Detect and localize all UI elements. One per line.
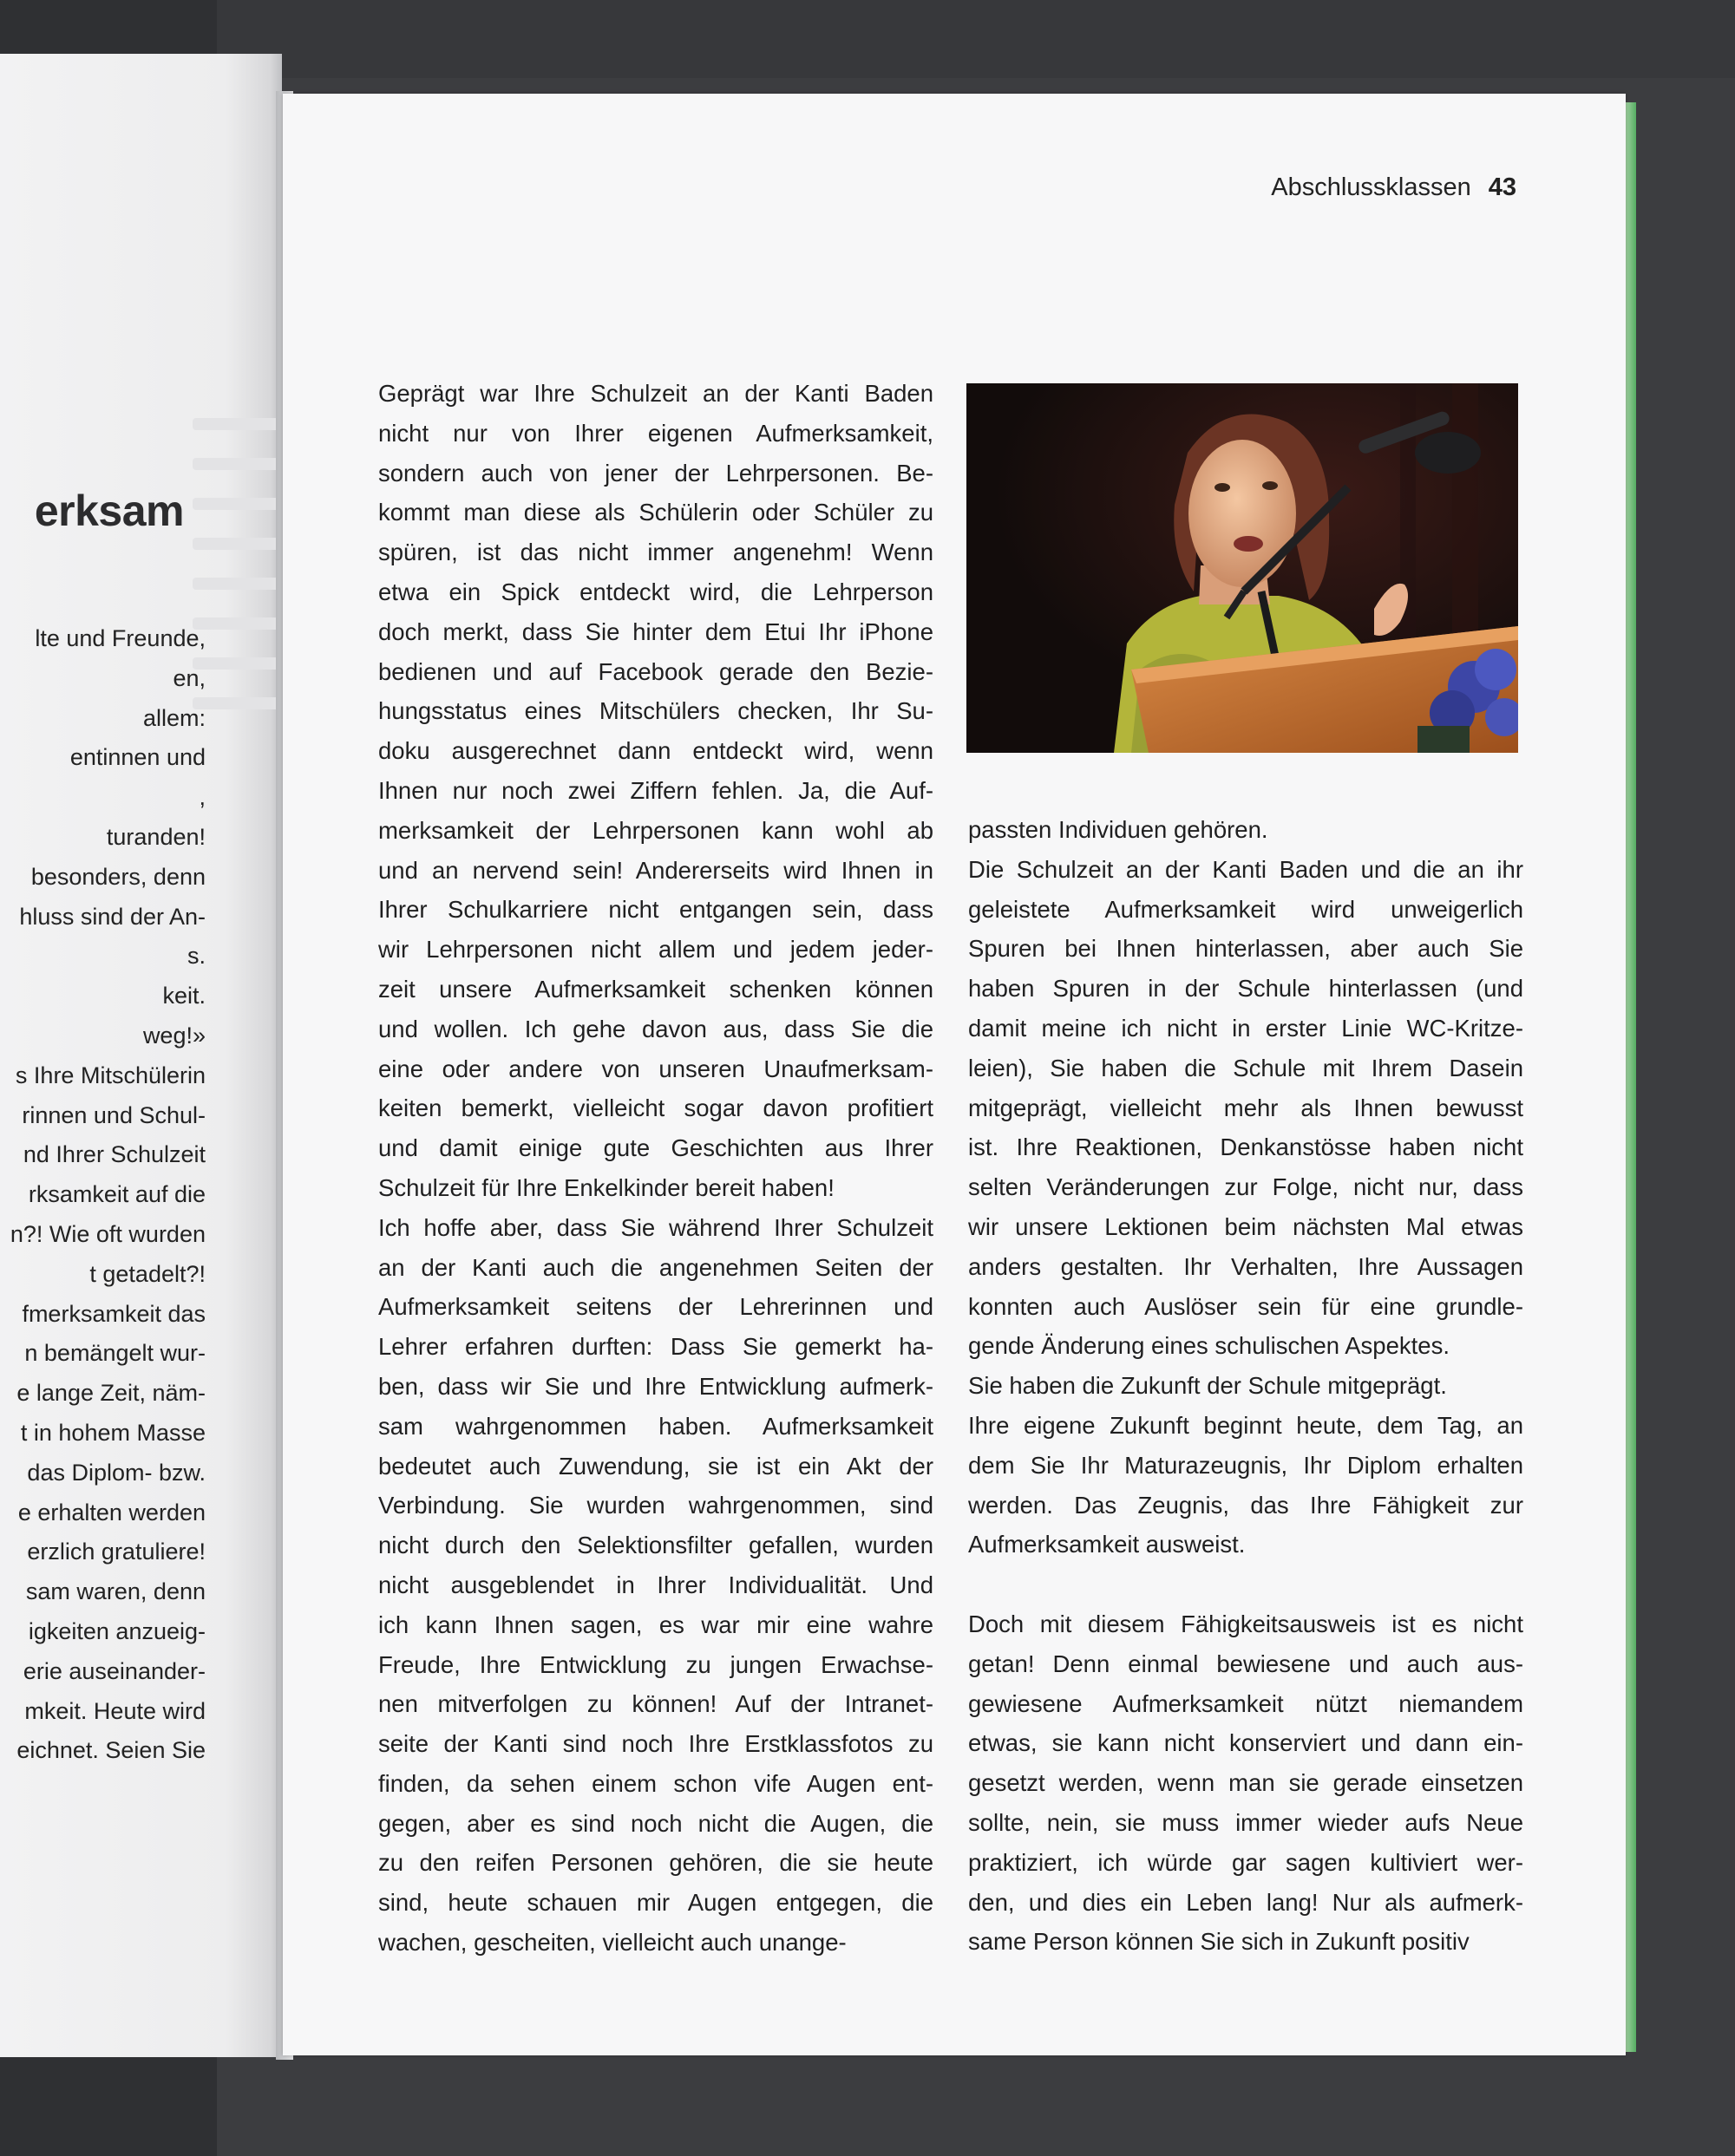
running-header bbox=[1271, 173, 1516, 202]
text-line: sollte, nein, sie muss immer wieder aufs Neue bbox=[968, 1808, 1523, 1836]
text-line: wir unsere Lektionen beim nächsten Mal etwas bbox=[968, 1212, 1523, 1240]
text-line: das Diplom- bzw. bbox=[27, 1459, 206, 1486]
text-line: nicht nur von Ihrer eigenen Aufmerksamkeit, bbox=[378, 419, 933, 447]
text-line: doku ausgerechnet dann entdeckt wird, wenn bbox=[378, 737, 933, 765]
show-through-text bbox=[193, 418, 279, 737]
text-line: getan! Denn einmal bewiesene und auch aus- bbox=[968, 1650, 1523, 1677]
text-line: leien), Sie haben die Schule mit Ihrem Dasein bbox=[968, 1054, 1523, 1081]
text-line: rksamkeit auf die bbox=[28, 1181, 206, 1208]
text-column-right bbox=[968, 810, 1523, 1962]
text-line: gewiesene Aufmerksamkeit nützt niemandem bbox=[968, 1689, 1523, 1717]
text-line: Ihnen nur noch zwei Ziffern fehlen. Ja, die Auf- bbox=[378, 776, 933, 804]
text-line: gende Änderung eines schulischen Aspektes. bbox=[968, 1332, 1450, 1360]
text-line: entinnen und bbox=[69, 744, 206, 771]
text-line: nicht ausgeblendet in Ihrer Individualität. Und bbox=[378, 1571, 933, 1598]
text-line: werden. Das Zeugnis, das Ihre Fähigkeit zur bbox=[968, 1491, 1523, 1519]
photo-speaker-at-lectern-icon bbox=[966, 383, 1518, 753]
text-line: t getadelt?! bbox=[89, 1260, 206, 1287]
text-line: finden, da sehen einem schon vife Augen ent- bbox=[378, 1769, 933, 1797]
text-line: passten Individuen gehören. bbox=[968, 816, 1268, 843]
text-line: same Person können Sie sich in Zukunft positiv bbox=[968, 1928, 1470, 1956]
text-line: kommt man diese als Schülerin oder Schüler zu bbox=[378, 499, 933, 526]
text-line: , bbox=[199, 784, 206, 811]
book-edge-green bbox=[1626, 102, 1636, 2052]
text-line: merksamkeit der Lehrpersonen kann wohl ab bbox=[378, 816, 933, 844]
text-line: Geprägt war Ihre Schulzeit an der Kanti Baden bbox=[378, 380, 933, 407]
text-line: und wollen. Ich gehe davon aus, dass Sie die bbox=[378, 1015, 933, 1042]
text-line: n bemängelt wur- bbox=[24, 1340, 206, 1367]
text-line: sind, heute schauen mir Augen entgegen, die bbox=[378, 1889, 933, 1917]
text-line: damit meine ich nicht in erster Linie WC-Kritze- bbox=[968, 1014, 1523, 1042]
text-line: Aufmerksamkeit ausweist. bbox=[968, 1531, 1246, 1558]
text-line: erzlich gratuliere! bbox=[27, 1539, 206, 1565]
text-line: n?! Wie oft wurden bbox=[10, 1220, 206, 1247]
text-line: seite der Kanti sind noch Ihre Erstklassfotos zu bbox=[378, 1730, 933, 1758]
text-line: doch merkt, dass Sie hinter dem Etui Ihr iPhone bbox=[378, 617, 933, 645]
right-page bbox=[283, 94, 1626, 2055]
text-line: dem Sie Ihr Maturazeugnis, Ihr Diplom erhalten bbox=[968, 1451, 1523, 1479]
text-line: eine oder andere von unseren Unaufmerksam- bbox=[378, 1055, 933, 1082]
text-line: etwa ein Spick entdeckt wird, die Lehrperson bbox=[378, 578, 933, 605]
text-line: zeit unsere Aufmerksamkeit schenken können bbox=[378, 975, 933, 1003]
text-line: lte und Freunde, bbox=[35, 625, 206, 651]
text-line: wachen, gescheiten, vielleicht auch unange- bbox=[378, 1929, 847, 1957]
text-line: bedeutet auch Zuwendung, sie ist ein Akt der bbox=[378, 1452, 933, 1480]
text-line: praktiziert, ich würde gar sagen kultiviert wer- bbox=[968, 1848, 1523, 1876]
text-line: konnten auch Auslöser sein für eine grundle- bbox=[968, 1292, 1523, 1320]
text-line: selten Veränderungen zur Folge, nicht nur, dass bbox=[968, 1173, 1523, 1201]
text-line: mitgeprägt, vielleicht mehr als Ihnen bewusst bbox=[968, 1094, 1523, 1121]
text-line: Ihrer Schulkarriere nicht entgangen sein, dass bbox=[378, 896, 933, 924]
text-line: sam wahrgenommen haben. Aufmerksamkeit bbox=[378, 1412, 933, 1440]
text-line: s Ihre Mitschülerin bbox=[15, 1062, 206, 1088]
text-line: Sie haben die Zukunft der Schule mitgeprägt. bbox=[968, 1372, 1447, 1400]
text-line: Spuren bei Ihnen hinterlassen, aber auch Sie bbox=[968, 935, 1523, 963]
text-line: wir Lehrpersonen nicht allem und jedem jeder- bbox=[378, 936, 933, 964]
page-number: 43 bbox=[1488, 173, 1516, 201]
text-line: anders gestalten. Ihr Verhalten, Ihre Aussagen bbox=[968, 1252, 1523, 1280]
text-line: fmerksamkeit das bbox=[22, 1300, 206, 1327]
text-line: etwas, sie kann nicht konserviert und dann ein- bbox=[968, 1729, 1523, 1757]
paragraph-gap bbox=[968, 1565, 1523, 1604]
text-line: keit. bbox=[162, 983, 206, 1009]
text-line: en, bbox=[173, 664, 206, 691]
text-line: Verbindung. Sie wurden wahrgenommen, sind bbox=[378, 1492, 933, 1519]
text-line: nd Ihrer Schulzeit bbox=[23, 1141, 206, 1168]
text-column-left bbox=[378, 374, 933, 1963]
text-line: Ich hoffe aber, dass Sie während Ihrer Schulzeit bbox=[378, 1213, 933, 1241]
text-line: gegen, aber es sind noch nicht die Augen, die bbox=[378, 1809, 933, 1837]
text-line: bedienen und auf Facebook gerade den Bezie- bbox=[378, 657, 933, 685]
text-line: t in hohem Masse bbox=[20, 1419, 206, 1446]
text-line: Die Schulzeit an der Kanti Baden und die an ihr bbox=[968, 855, 1523, 883]
text-line: an der Kanti auch die angenehmen Seiten der bbox=[378, 1253, 933, 1281]
text-line: e erhalten werden bbox=[17, 1499, 206, 1526]
text-line: Ihre eigene Zukunft beginnt heute, dem Tag, an bbox=[968, 1411, 1523, 1439]
text-line: sam waren, denn bbox=[25, 1578, 206, 1605]
text-line: ben, dass wir Sie und Ihre Entwicklung aufmerk- bbox=[378, 1372, 933, 1400]
text-line: nen mitverfolgen zu können! Auf der Intranet- bbox=[378, 1690, 933, 1718]
text-line: Lehrer erfahren durften: Dass Sie gemerkt ha- bbox=[378, 1333, 933, 1361]
text-line: erie auseinander- bbox=[23, 1657, 206, 1684]
text-line: Aufmerksamkeit seitens der Lehrerinnen und bbox=[378, 1293, 933, 1321]
left-page-text bbox=[0, 619, 206, 1771]
text-line: gesetzt werden, wenn man sie gerade einsetzen bbox=[968, 1769, 1523, 1797]
text-line: e lange Zeit, näm- bbox=[16, 1380, 206, 1407]
text-line: weg!» bbox=[142, 1022, 206, 1049]
left-page-heading: erksam bbox=[34, 487, 184, 535]
text-line: allem: bbox=[142, 704, 206, 731]
text-line: Schulzeit für Ihre Enkelkinder bereit haben! bbox=[378, 1173, 835, 1201]
left-page bbox=[0, 54, 282, 2057]
text-line: nicht durch den Selektionsfilter gefallen, wurden bbox=[378, 1532, 933, 1559]
text-line: eichnet. Seien Sie bbox=[16, 1737, 206, 1764]
text-line: turanden! bbox=[106, 823, 206, 850]
text-line: ich kann Ihnen sagen, es war mir eine wahre bbox=[378, 1610, 933, 1638]
text-line: rinnen und Schul- bbox=[22, 1101, 206, 1128]
text-line: den, und dies ein Leben lang! Nur als aufmerk- bbox=[968, 1888, 1523, 1916]
text-line: spüren, ist das nicht immer angenehm! Wenn bbox=[378, 539, 933, 566]
text-line: Doch mit diesem Fähigkeitsausweis ist es nicht bbox=[968, 1610, 1523, 1637]
section-title: Abschlussklassen bbox=[1271, 173, 1471, 201]
text-line: und damit einige gute Geschichten aus Ihrer bbox=[378, 1134, 933, 1162]
text-line: keiten bemerkt, vielleicht sogar davon profitiert bbox=[378, 1094, 933, 1122]
text-line: Freude, Ihre Entwicklung zu jungen Erwachse- bbox=[378, 1650, 933, 1678]
text-line: igkeiten anzueig- bbox=[28, 1617, 206, 1644]
text-line: und an nervend sein! Andererseits wird Ihnen in bbox=[378, 856, 933, 884]
text-line: hungsstatus eines Mitschülers checken, Ihr Su- bbox=[378, 697, 933, 725]
text-line: haben Spuren in der Schule hinterlassen (und bbox=[968, 975, 1523, 1003]
text-line: s. bbox=[187, 943, 206, 970]
text-line: geleistete Aufmerksamkeit wird unweigerlich bbox=[968, 895, 1523, 923]
photo-illustration bbox=[966, 383, 1518, 753]
text-line: hluss sind der An- bbox=[19, 903, 206, 930]
text-line: ist. Ihre Reaktionen, Denkanstösse haben nicht bbox=[968, 1134, 1523, 1161]
text-line: mkeit. Heute wird bbox=[24, 1697, 206, 1724]
text-line: sondern auch von jener der Lehrpersonen. Be- bbox=[378, 459, 933, 487]
text-line: zu den reifen Personen gehören, die sie heute bbox=[378, 1849, 933, 1877]
text-line: besonders, denn bbox=[30, 863, 206, 890]
